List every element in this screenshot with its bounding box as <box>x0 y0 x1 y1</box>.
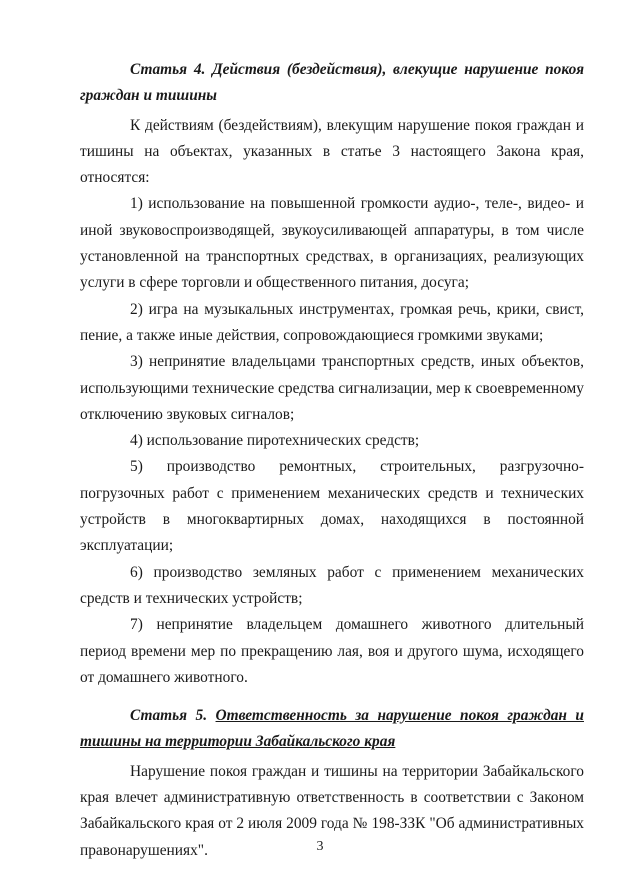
article-5-body: Нарушение покоя граждан и тишины на территории Забайкальского края влечет административную ответственность в соответствии с Законом Забайкальского края от 2 июля 2009 года № 198-ЗЗК "Об административных правонарушениях". <box>80 762 584 859</box>
article-5-heading-text: Ответственность за нарушение покоя граждан и тишины на территории Забайкальского края <box>80 707 584 751</box>
article-4-item-3: 3) непринятие владельцами транспортных средств, иных объектов, использующими технические средства сигнализации, мер к своевременному отключению звуковых сигналов; <box>80 353 584 423</box>
article-5-heading-label: Статья 5. <box>130 707 208 725</box>
article-4-item-1: 1) использование на повышенной громкости аудио-, теле-, видео- и иной звуковоспроизводящей, звукоусиливающей аппаратуры, в том числе установленной на транспортных средствах, в организациях, реализующих услуги в сфере торговли и общественного питания, досуга; <box>80 195 584 292</box>
article-4-item-2: 2) игра на музыкальных инструментах, громкая речь, крики, свист, пение, а также иные действия, сопровождающиеся громкими звуками; <box>80 300 584 344</box>
article-4-item-4: 4) использование пиротехнических средств; <box>130 432 420 450</box>
article-4-item-7: 7) непринятие владельцем домашнего животного длительный период времени мер по прекращению лая, воя и другого шума, исходящего от домашнего животного. <box>80 616 584 686</box>
section-spacer <box>80 691 584 703</box>
article-5-heading <box>80 703 584 756</box>
page-number: 3 <box>316 839 324 854</box>
document-body <box>80 57 584 864</box>
article-4-heading: Статья 4. Действия (бездействия), влекущие нарушение покоя граждан и тишины <box>80 61 584 105</box>
article-4-item-6: 6) производство земляных работ с применением механических средств и технических устройств; <box>80 563 584 607</box>
article-4-item-5: 5) производство ремонтных, строительных, разгрузочно-погрузочных работ с применением механических средств и технических устройств в многоквартирных домах, находящихся в постоянной эксплуатации; <box>80 458 584 555</box>
article-4-intro: К действиям (бездействиям), влекущим нарушение покоя граждан и тишины на объектах, указанных в статье 3 настоящего Закона края, относятся: <box>80 116 584 187</box>
